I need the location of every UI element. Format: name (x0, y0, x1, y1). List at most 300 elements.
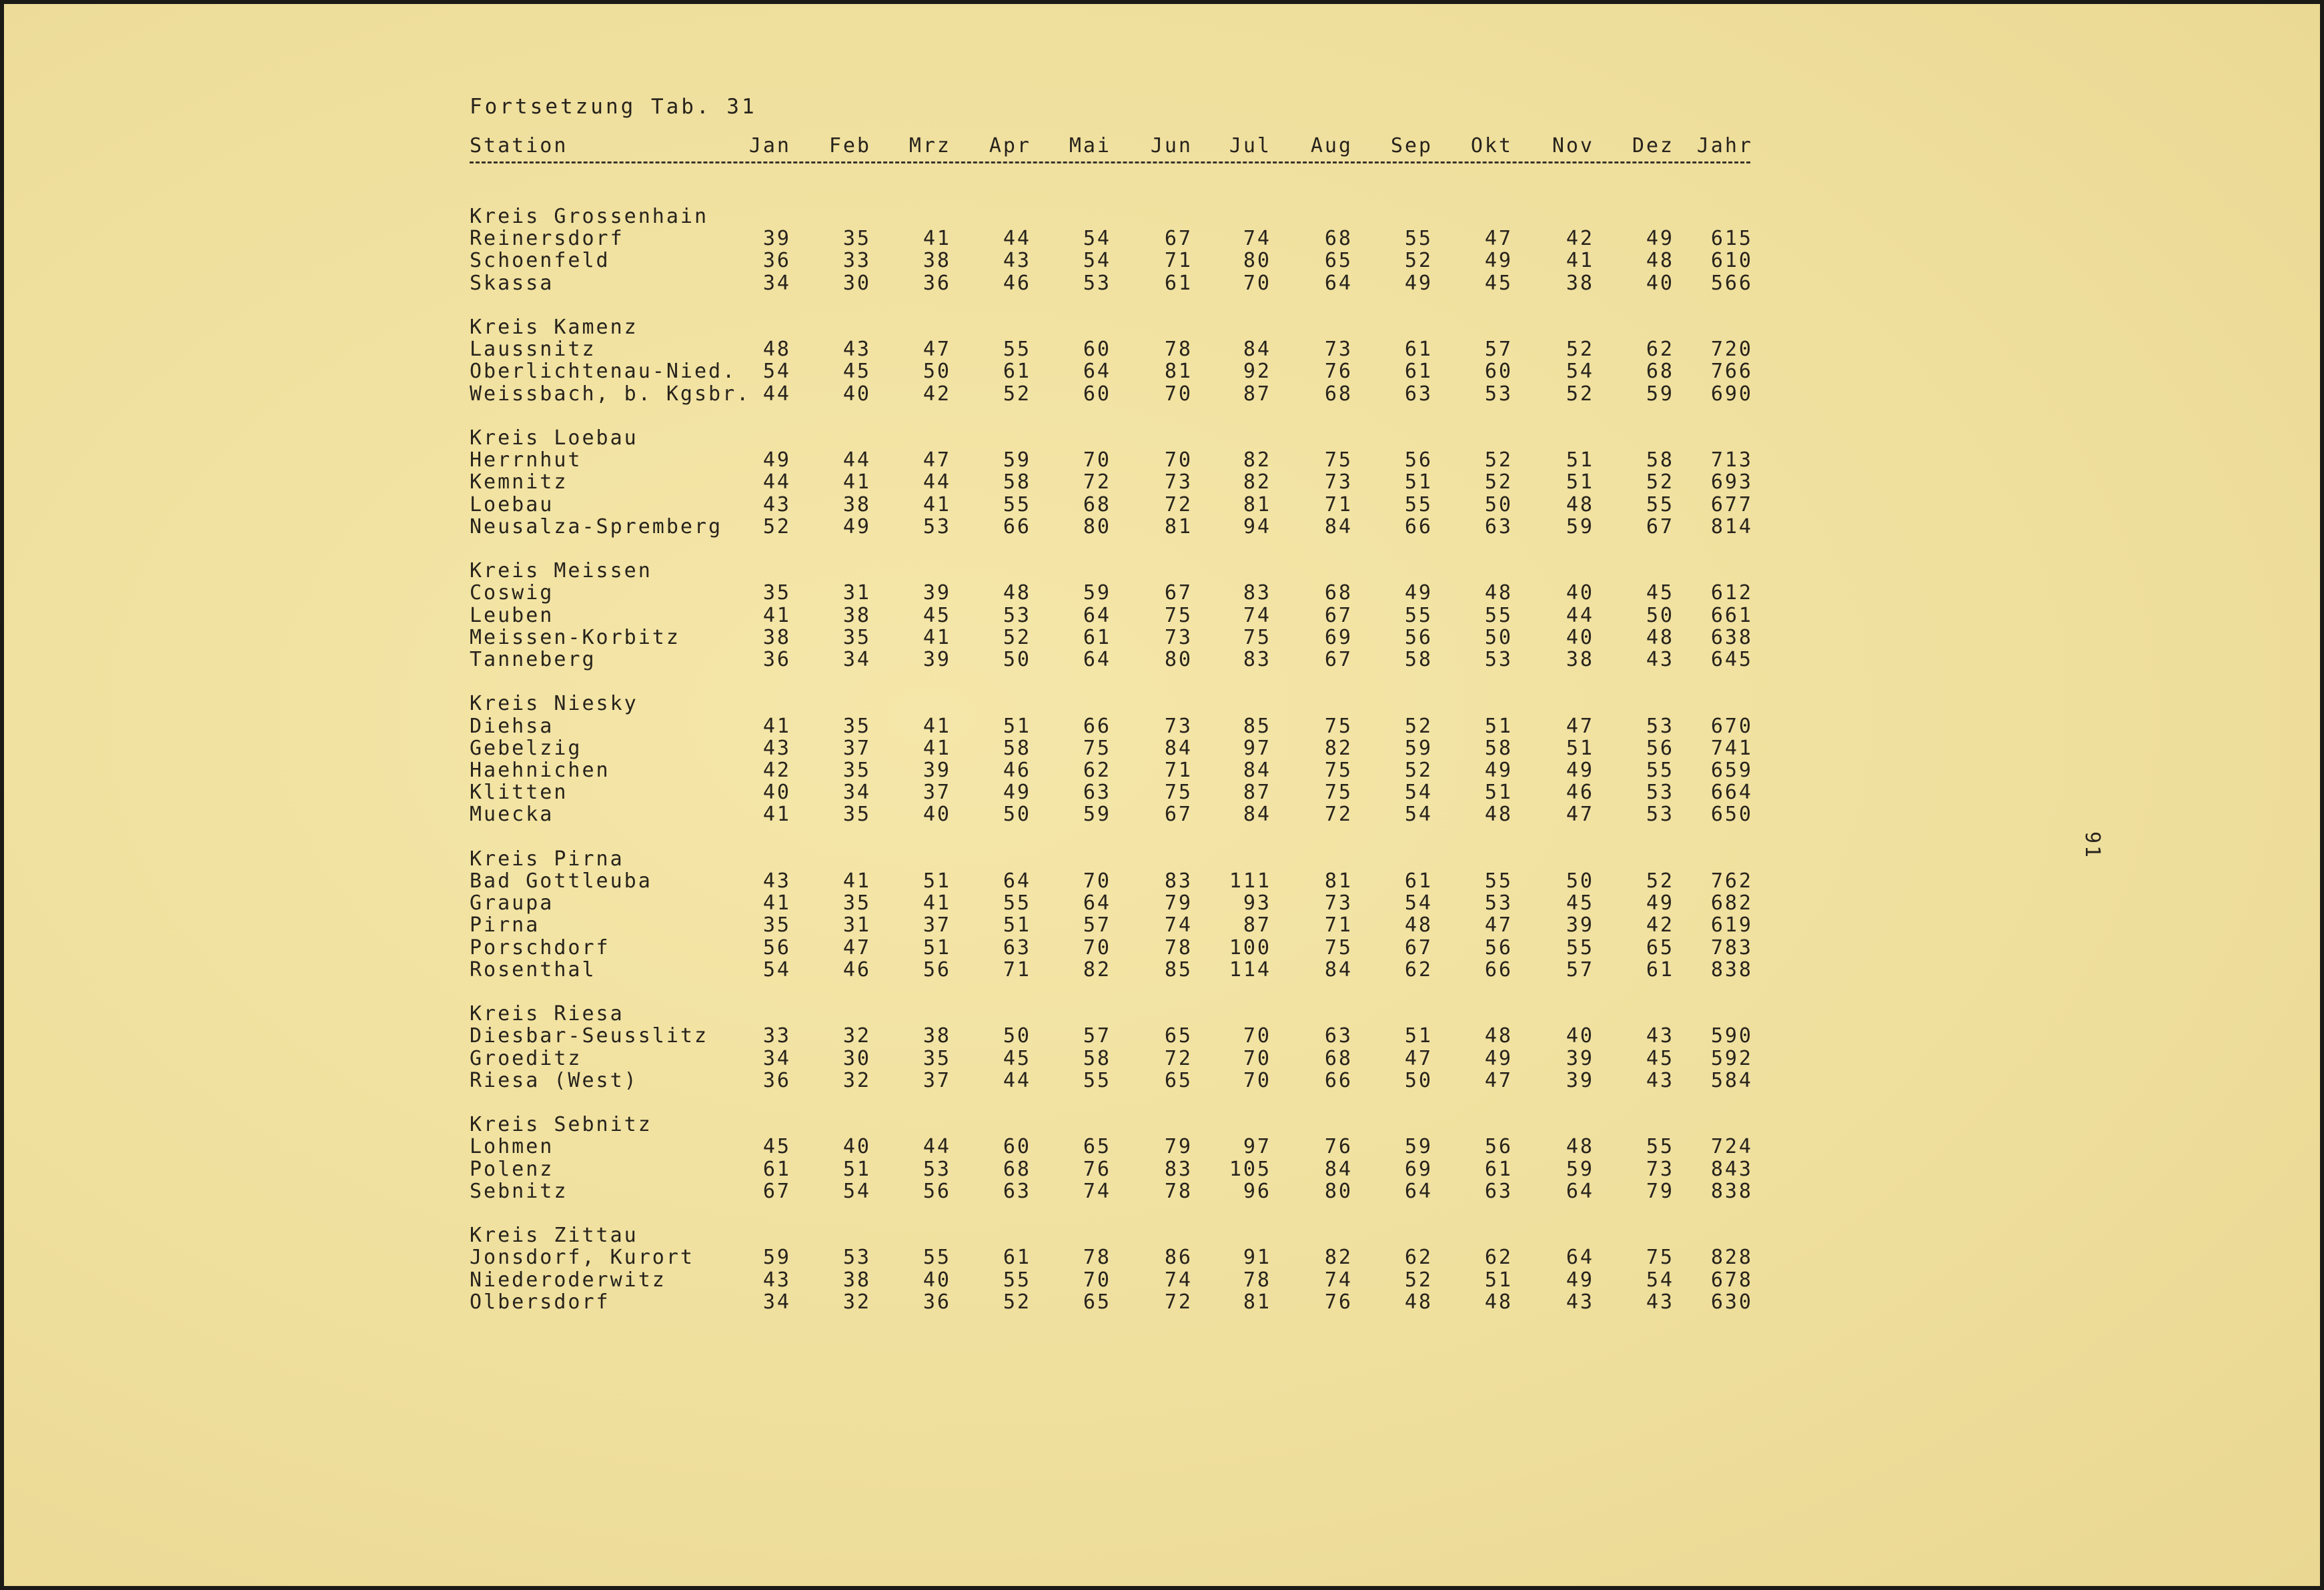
cell-aug: 67 (1324, 648, 1353, 671)
cell-nov: 51 (1566, 470, 1594, 494)
kreis-label: Kreis Loebau (470, 426, 638, 450)
cell-apr: 59 (1003, 448, 1031, 472)
cell-jahr: 615 (1710, 227, 1753, 251)
cell-jul: 111 (1229, 869, 1271, 893)
cell-jan: 49 (762, 448, 791, 472)
table-row (4, 914, 2324, 936)
cell-feb: 30 (842, 1046, 871, 1070)
cell-jun: 67 (1164, 227, 1193, 251)
cell-dez: 49 (1646, 227, 1674, 251)
cell-dez: 45 (1646, 581, 1674, 605)
cell-jahr: 592 (1710, 1046, 1753, 1070)
kreis-label: Kreis Sebnitz (470, 1113, 652, 1137)
cell-mrz: 42 (923, 382, 951, 406)
cell-aug: 71 (1324, 913, 1353, 937)
cell-feb: 37 (842, 736, 871, 760)
cell-jul: 84 (1243, 338, 1271, 362)
cell-mai: 80 (1083, 514, 1111, 538)
cell-mai: 70 (1083, 935, 1111, 959)
cell-okt: 47 (1484, 913, 1513, 937)
cell-dez: 52 (1646, 869, 1674, 893)
cell-sep: 58 (1404, 648, 1433, 671)
cell-nov: 59 (1566, 514, 1594, 538)
cell-feb: 40 (842, 382, 871, 406)
column-header-nov: Nov (1552, 134, 1594, 157)
cell-apr: 50 (1003, 1024, 1031, 1048)
cell-aug: 71 (1324, 492, 1353, 516)
cell-jul: 75 (1243, 625, 1271, 649)
cell-jahr: 741 (1710, 736, 1753, 760)
table-row (4, 605, 2324, 627)
cell-jun: 81 (1164, 360, 1193, 384)
cell-dez: 79 (1646, 1179, 1674, 1203)
cell-mai: 70 (1083, 869, 1111, 893)
cell-nov: 38 (1566, 271, 1594, 295)
cell-sep: 51 (1404, 470, 1433, 494)
cell-jun: 84 (1164, 736, 1193, 760)
cell-jahr: 814 (1710, 514, 1753, 538)
table-row (4, 383, 2324, 405)
kreis-heading (4, 693, 2324, 715)
cell-nov: 64 (1566, 1246, 1594, 1270)
cell-mrz: 56 (923, 1179, 951, 1203)
table-row (4, 360, 2324, 382)
cell-jul: 97 (1243, 736, 1271, 760)
cell-nov: 40 (1566, 581, 1594, 605)
cell-mai: 54 (1083, 227, 1111, 251)
cell-sep: 54 (1404, 781, 1433, 805)
table-row (4, 737, 2324, 759)
cell-nov: 47 (1566, 714, 1594, 738)
cell-aug: 73 (1324, 891, 1353, 915)
cell-aug: 65 (1324, 249, 1353, 273)
cell-jul: 87 (1243, 382, 1271, 406)
cell-feb: 53 (842, 1246, 871, 1270)
cell-okt: 61 (1484, 1157, 1513, 1181)
cell-aug: 75 (1324, 448, 1353, 472)
cell-apr: 46 (1003, 271, 1031, 295)
cell-jan: 41 (762, 891, 791, 915)
cell-mrz: 44 (923, 1135, 951, 1159)
cell-nov: 54 (1566, 360, 1594, 384)
cell-nov: 50 (1566, 869, 1594, 893)
cell-jahr: 828 (1710, 1246, 1753, 1270)
cell-aug: 68 (1324, 227, 1353, 251)
column-header-jahr: Jahr (1696, 134, 1753, 157)
cell-okt: 48 (1484, 1024, 1513, 1048)
cell-okt: 55 (1484, 869, 1513, 893)
column-header-aug: Aug (1310, 134, 1353, 157)
station-name: Leuben (470, 603, 554, 627)
cell-mai: 54 (1083, 249, 1111, 273)
cell-aug: 68 (1324, 382, 1353, 406)
cell-aug: 73 (1324, 470, 1353, 494)
cell-feb: 44 (842, 448, 871, 472)
cell-feb: 31 (842, 581, 871, 605)
cell-feb: 35 (842, 625, 871, 649)
cell-jun: 73 (1164, 470, 1193, 494)
cell-sep: 51 (1404, 1024, 1433, 1048)
cell-jahr: 783 (1710, 935, 1753, 959)
kreis-heading (4, 206, 2324, 228)
cell-feb: 32 (842, 1024, 871, 1048)
cell-dez: 58 (1646, 448, 1674, 472)
cell-aug: 75 (1324, 714, 1353, 738)
cell-jul: 74 (1243, 227, 1271, 251)
cell-mrz: 39 (923, 581, 951, 605)
kreis-heading (4, 848, 2324, 870)
cell-aug: 73 (1324, 338, 1353, 362)
cell-nov: 45 (1566, 891, 1594, 915)
cell-nov: 39 (1566, 913, 1594, 937)
cell-jan: 43 (762, 736, 791, 760)
kreis-label: Kreis Kamenz (470, 316, 638, 339)
cell-mai: 62 (1083, 759, 1111, 782)
cell-jul: 83 (1243, 648, 1271, 671)
cell-mrz: 41 (923, 736, 951, 760)
cell-jun: 85 (1164, 957, 1193, 981)
station-name: Diehsa (470, 714, 554, 738)
column-header-station: Station (470, 134, 568, 157)
cell-jun: 65 (1164, 1024, 1193, 1048)
cell-jun: 70 (1164, 448, 1193, 472)
cell-aug: 64 (1324, 271, 1353, 295)
cell-aug: 75 (1324, 759, 1353, 782)
cell-dez: 43 (1646, 648, 1674, 671)
station-name: Weissbach, b. Kgsbr. (470, 382, 751, 406)
cell-jun: 75 (1164, 781, 1193, 805)
column-header-dez: Dez (1632, 134, 1674, 157)
cell-aug: 82 (1324, 1246, 1353, 1270)
cell-mrz: 36 (923, 1290, 951, 1314)
cell-feb: 34 (842, 781, 871, 805)
cell-okt: 63 (1484, 1179, 1513, 1203)
cell-sep: 56 (1404, 448, 1433, 472)
cell-sep: 64 (1404, 1179, 1433, 1203)
cell-mrz: 39 (923, 648, 951, 671)
cell-jan: 34 (762, 1290, 791, 1314)
cell-okt: 50 (1484, 492, 1513, 516)
kreis-label: Kreis Zittau (470, 1224, 638, 1248)
station-name: Herrnhut (470, 448, 582, 472)
cell-jan: 67 (762, 1179, 791, 1203)
cell-apr: 48 (1003, 581, 1031, 605)
table-row (4, 338, 2324, 360)
cell-feb: 41 (842, 869, 871, 893)
cell-aug: 80 (1324, 1179, 1353, 1203)
cell-apr: 46 (1003, 759, 1031, 782)
cell-jahr: 612 (1710, 581, 1753, 605)
cell-jan: 54 (762, 957, 791, 981)
cell-okt: 47 (1484, 227, 1513, 251)
cell-aug: 68 (1324, 581, 1353, 605)
cell-jun: 81 (1164, 514, 1193, 538)
cell-dez: 56 (1646, 736, 1674, 760)
cell-apr: 60 (1003, 1135, 1031, 1159)
cell-mai: 55 (1083, 1068, 1111, 1092)
table-row (4, 1025, 2324, 1047)
cell-jul: 78 (1243, 1268, 1271, 1292)
cell-jahr: 843 (1710, 1157, 1753, 1181)
station-name: Schoenfeld (470, 249, 610, 273)
cell-apr: 61 (1003, 1246, 1031, 1270)
cell-jahr: 590 (1710, 1024, 1753, 1048)
station-name: Coswig (470, 581, 554, 605)
cell-feb: 32 (842, 1068, 871, 1092)
cell-apr: 52 (1003, 382, 1031, 406)
cell-okt: 57 (1484, 338, 1513, 362)
cell-nov: 57 (1566, 957, 1594, 981)
table-row (4, 494, 2324, 516)
cell-feb: 45 (842, 360, 871, 384)
cell-jun: 67 (1164, 803, 1193, 827)
cell-jul: 91 (1243, 1246, 1271, 1270)
cell-jahr: 724 (1710, 1135, 1753, 1159)
cell-jan: 39 (762, 227, 791, 251)
station-name: Niederoderwitz (470, 1268, 666, 1292)
kreis-heading (4, 1224, 2324, 1246)
cell-feb: 31 (842, 913, 871, 937)
cell-mrz: 40 (923, 803, 951, 827)
cell-feb: 35 (842, 803, 871, 827)
cell-jun: 73 (1164, 714, 1193, 738)
cell-jul: 84 (1243, 759, 1271, 782)
station-name: Reinersdorf (470, 227, 624, 251)
cell-nov: 39 (1566, 1068, 1594, 1092)
cell-nov: 51 (1566, 736, 1594, 760)
cell-nov: 43 (1566, 1290, 1594, 1314)
cell-jan: 48 (762, 338, 791, 362)
cell-jan: 36 (762, 249, 791, 273)
cell-dez: 55 (1646, 492, 1674, 516)
kreis-heading (4, 1003, 2324, 1025)
cell-jun: 74 (1164, 913, 1193, 937)
station-name: Tanneberg (470, 648, 596, 671)
cell-mai: 61 (1083, 625, 1111, 649)
cell-apr: 66 (1003, 514, 1031, 538)
cell-mai: 68 (1083, 492, 1111, 516)
cell-okt: 63 (1484, 514, 1513, 538)
cell-dez: 61 (1646, 957, 1674, 981)
cell-jun: 80 (1164, 648, 1193, 671)
cell-jahr: 838 (1710, 957, 1753, 981)
cell-feb: 47 (842, 935, 871, 959)
cell-nov: 47 (1566, 803, 1594, 827)
cell-jahr: 713 (1710, 448, 1753, 472)
cell-nov: 39 (1566, 1046, 1594, 1070)
kreis-label: Kreis Niesky (470, 692, 638, 716)
cell-jul: 82 (1243, 448, 1271, 472)
cell-jul: 80 (1243, 249, 1271, 273)
kreis-heading (4, 560, 2324, 582)
cell-feb: 40 (842, 1135, 871, 1159)
cell-jun: 79 (1164, 891, 1193, 915)
cell-jul: 74 (1243, 603, 1271, 627)
cell-jan: 42 (762, 759, 791, 782)
cell-feb: 30 (842, 271, 871, 295)
table-row (4, 582, 2324, 604)
cell-sep: 54 (1404, 891, 1433, 915)
cell-jan: 61 (762, 1157, 791, 1181)
cell-jul: 85 (1243, 714, 1271, 738)
cell-apr: 58 (1003, 470, 1031, 494)
cell-aug: 68 (1324, 1046, 1353, 1070)
cell-feb: 49 (842, 514, 871, 538)
cell-okt: 55 (1484, 603, 1513, 627)
kreis-label: Kreis Grossenhain (470, 205, 709, 228)
cell-okt: 49 (1484, 249, 1513, 273)
cell-okt: 66 (1484, 957, 1513, 981)
cell-jahr: 630 (1710, 1290, 1753, 1314)
cell-aug: 75 (1324, 781, 1353, 805)
cell-feb: 35 (842, 714, 871, 738)
cell-sep: 52 (1404, 759, 1433, 782)
cell-jun: 71 (1164, 759, 1193, 782)
cell-mrz: 55 (923, 1246, 951, 1270)
cell-jan: 36 (762, 648, 791, 671)
cell-nov: 52 (1566, 382, 1594, 406)
station-name: Neusalza-Spremberg (470, 514, 723, 538)
cell-jan: 59 (762, 1246, 791, 1270)
cell-nov: 51 (1566, 448, 1594, 472)
header-divider (470, 161, 1750, 163)
cell-mrz: 41 (923, 891, 951, 915)
column-header-mai: Mai (1069, 134, 1111, 157)
cell-jul: 70 (1243, 1046, 1271, 1070)
cell-jahr: 645 (1710, 648, 1753, 671)
cell-jun: 61 (1164, 271, 1193, 295)
cell-aug: 84 (1324, 514, 1353, 538)
cell-jun: 71 (1164, 249, 1193, 273)
cell-jan: 36 (762, 1068, 791, 1092)
cell-aug: 72 (1324, 803, 1353, 827)
cell-mai: 63 (1083, 781, 1111, 805)
cell-mai: 70 (1083, 1268, 1111, 1292)
cell-okt: 56 (1484, 935, 1513, 959)
cell-sep: 55 (1404, 227, 1433, 251)
table-row (4, 250, 2324, 272)
station-name: Porschdorf (470, 935, 610, 959)
station-name: Klitten (470, 781, 568, 805)
cell-nov: 40 (1566, 625, 1594, 649)
column-header-jan: Jan (748, 134, 791, 157)
station-name: Pirna (470, 913, 540, 937)
cell-jun: 78 (1164, 338, 1193, 362)
cell-mai: 64 (1083, 648, 1111, 671)
table-header (470, 134, 1753, 161)
cell-jan: 43 (762, 869, 791, 893)
cell-jun: 78 (1164, 935, 1193, 959)
cell-apr: 63 (1003, 1179, 1031, 1203)
cell-jan: 54 (762, 360, 791, 384)
cell-mrz: 41 (923, 227, 951, 251)
page-number: 91 (2081, 831, 2104, 860)
station-name: Muecka (470, 803, 554, 827)
table-row (4, 959, 2324, 981)
cell-jun: 65 (1164, 1068, 1193, 1092)
cell-sep: 56 (1404, 625, 1433, 649)
cell-mrz: 41 (923, 714, 951, 738)
cell-nov: 49 (1566, 759, 1594, 782)
cell-jan: 45 (762, 1135, 791, 1159)
cell-dez: 59 (1646, 382, 1674, 406)
cell-aug: 84 (1324, 957, 1353, 981)
cell-nov: 38 (1566, 648, 1594, 671)
cell-okt: 53 (1484, 648, 1513, 671)
cell-sep: 50 (1404, 1068, 1433, 1092)
table-row (4, 1246, 2324, 1268)
cell-mai: 72 (1083, 470, 1111, 494)
cell-apr: 53 (1003, 603, 1031, 627)
table-row (4, 715, 2324, 737)
cell-mrz: 51 (923, 869, 951, 893)
cell-feb: 34 (842, 648, 871, 671)
cell-mai: 65 (1083, 1135, 1111, 1159)
cell-jahr: 664 (1710, 781, 1753, 805)
cell-feb: 35 (842, 227, 871, 251)
cell-sep: 62 (1404, 1246, 1433, 1270)
station-name: Meissen-Korbitz (470, 625, 680, 649)
cell-mai: 60 (1083, 382, 1111, 406)
cell-sep: 52 (1404, 714, 1433, 738)
cell-dez: 53 (1646, 714, 1674, 738)
cell-mai: 64 (1083, 360, 1111, 384)
cell-sep: 61 (1404, 869, 1433, 893)
cell-jul: 84 (1243, 803, 1271, 827)
cell-sep: 55 (1404, 492, 1433, 516)
cell-jan: 41 (762, 603, 791, 627)
cell-apr: 58 (1003, 736, 1031, 760)
cell-dez: 40 (1646, 271, 1674, 295)
cell-dez: 67 (1646, 514, 1674, 538)
cell-feb: 38 (842, 492, 871, 516)
cell-feb: 32 (842, 1290, 871, 1314)
cell-okt: 47 (1484, 1068, 1513, 1092)
cell-okt: 52 (1484, 448, 1513, 472)
cell-mai: 65 (1083, 1290, 1111, 1314)
cell-mai: 58 (1083, 1046, 1111, 1070)
station-name: Kemnitz (470, 470, 568, 494)
kreis-label: Kreis Riesa (470, 1002, 624, 1026)
cell-sep: 52 (1404, 1268, 1433, 1292)
table-row (4, 627, 2324, 649)
cell-mrz: 40 (923, 1268, 951, 1292)
cell-jahr: 678 (1710, 1268, 1753, 1292)
table-row (4, 781, 2324, 803)
cell-mrz: 39 (923, 759, 951, 782)
cell-mrz: 37 (923, 781, 951, 805)
cell-sep: 52 (1404, 249, 1433, 273)
cell-sep: 48 (1404, 913, 1433, 937)
cell-dez: 53 (1646, 781, 1674, 805)
cell-apr: 50 (1003, 648, 1031, 671)
cell-jahr: 619 (1710, 913, 1753, 937)
cell-aug: 69 (1324, 625, 1353, 649)
cell-okt: 49 (1484, 1046, 1513, 1070)
cell-jahr: 838 (1710, 1179, 1753, 1203)
cell-dez: 65 (1646, 935, 1674, 959)
cell-aug: 67 (1324, 603, 1353, 627)
cell-apr: 52 (1003, 1290, 1031, 1314)
table-row (4, 892, 2324, 914)
table-row (4, 272, 2324, 294)
cell-mrz: 47 (923, 338, 951, 362)
cell-mai: 76 (1083, 1157, 1111, 1181)
station-name: Loebau (470, 492, 554, 516)
cell-mrz: 36 (923, 271, 951, 295)
cell-dez: 52 (1646, 470, 1674, 494)
cell-dez: 43 (1646, 1068, 1674, 1092)
